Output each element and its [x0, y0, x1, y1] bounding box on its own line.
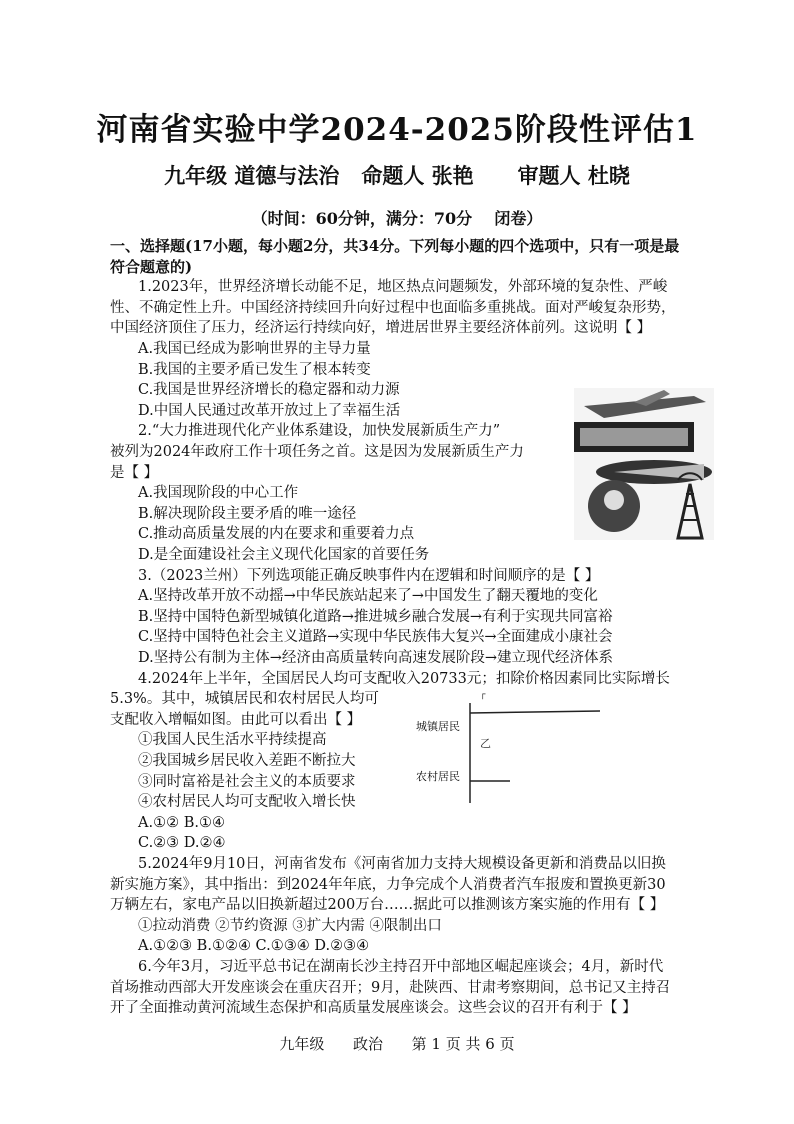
question-line: B.我国的主要矛盾已发生了根本转变	[138, 361, 371, 378]
question-line: 万辆左右，家电产品以旧换新超过200万台……据此可以推测该方案实施的作用有【 】	[110, 897, 665, 914]
urban-bar	[470, 711, 600, 713]
question-line: 1.2023年，世界经济增长动能不足，地区热点问题频发，外部环境的复杂性、严峻	[138, 279, 668, 296]
question-line: ④农村居民人均可支配收入增长快	[138, 794, 356, 811]
question-line: C.坚持中国特色社会主义道路→实现中华民族伟大复兴→全面建成小康社会	[138, 629, 613, 646]
income-growth-chart	[410, 685, 620, 805]
question-line: A.①② B.①④	[138, 814, 225, 831]
question-line: 开了全面推动黄河流域生态保护和高质量发展座谈会。这些会议的召开有利于【 】	[110, 1000, 637, 1017]
question-line: B.解决现阶段主要矛盾的唯一途径	[138, 505, 357, 522]
question-line: 4.2024年上半年，全国居民人均可支配收入20733元；扣除价格因素同比实际增长	[138, 670, 670, 687]
question-line: ①我国人民生活水平持续提高	[138, 732, 327, 749]
question-line: 符合题意的)	[110, 257, 193, 276]
question-line: 一、选择题(17小题，每小题2分，共34分。下列每小题的四个选项中，只有一项是最	[110, 237, 680, 255]
question-line: C.②③ D.②④	[138, 835, 226, 852]
question-line: 新实施方案》，其中指出：到2024年年底，力争完成个人消费者汽车报废和置换更新30	[110, 876, 666, 893]
rural-label: 农村居民	[416, 770, 460, 783]
question-line: 6.今年3月，习近平总书记在湖南长沙主持召开中部地区崛起座谈会；4月，新时代	[138, 959, 664, 975]
question-line: A.①②③ B.①②④ C.①③④ D.②③④	[138, 938, 370, 955]
page-footer: 九年级 政治 第 1 页 共 6 页	[279, 1035, 515, 1053]
question-line: 2.“大力推进现代化产业体系建设，加快发展新质生产力”	[138, 423, 501, 440]
question-line: ①拉动消费 ②节约资源 ③扩大内需 ④限制出口	[138, 917, 442, 934]
chart-top-mark: ┌	[480, 690, 486, 700]
question-line: 3.（2023兰州）下列选项能正确反映事件内在逻辑和时间顺序的是【 】	[138, 567, 600, 584]
question-line: 首场推动西部大开发座谈会在重庆召开；9月，赴陕西、甘肃考察期间，总书记又主持召	[110, 979, 671, 996]
question-line: C.我国是世界经济增长的稳定器和动力源	[138, 382, 400, 399]
question-line: B.坚持中国特色新型城镇化道路→推进城乡融合发展→有利于实现共同富裕	[138, 608, 613, 625]
chart-mid-mark: 乙	[480, 737, 491, 750]
question-line: A.我国现阶段的中心工作	[138, 485, 299, 502]
question-line: ②我国城乡居民收入差距不断拉大	[138, 753, 356, 769]
question-line: 中国经济顶住了压力，经济运行持续向好，增进居世界主要经济体前列。这说明【 】	[110, 320, 652, 337]
question-line: 支配收入增幅如图。由此可以看出【 】	[110, 711, 362, 728]
question-line: ③同时富裕是社会主义的本质要求	[138, 773, 356, 790]
urban-label: 城镇居民	[416, 720, 460, 733]
question-line: A.我国已经成为影响世界的主导力量	[138, 341, 371, 357]
exam-subtitle: 九年级 道德与法治 命题人 张艳 审题人 杜晓	[164, 163, 630, 188]
question-line: A.坚持改革开放不动摇→中华民族站起来了→中国发生了翻天覆地的变化	[138, 588, 598, 605]
question-line: 是【 】	[110, 464, 159, 481]
question-line: D.中国人民通过改革开放过上了幸福生活	[138, 402, 401, 419]
question-line: 5.3%。其中，城镇居民和农村居民人均可	[110, 691, 379, 708]
question-line: 被列为2024年政府工作十项任务之首。这是因为发展新质生产力	[110, 444, 524, 460]
question-line: C.推动高质量发展的内在要求和重要着力点	[138, 526, 415, 543]
exam-meta: （时间：60分钟，满分：70分 闭卷）	[251, 209, 543, 228]
question-line: 5.2024年9月10日，河南省发布《河南省加力支持大规模设备更新和消费品以旧换	[138, 856, 666, 872]
new-productivity-illustration	[574, 388, 714, 540]
exam-title: 河南省实验中学2024-2025阶段性评估1	[96, 112, 698, 148]
question-line: 性、不确定性上升。中国经济持续回升向好过程中也面临多重挑战。面对严峻复杂形势，	[110, 299, 676, 316]
question-line: D.坚持公有制为主体→经济由高质量转向高速发展阶段→建立现代经济体系	[138, 650, 614, 666]
question-line: D.是全面建设社会主义现代化国家的首要任务	[138, 547, 430, 563]
